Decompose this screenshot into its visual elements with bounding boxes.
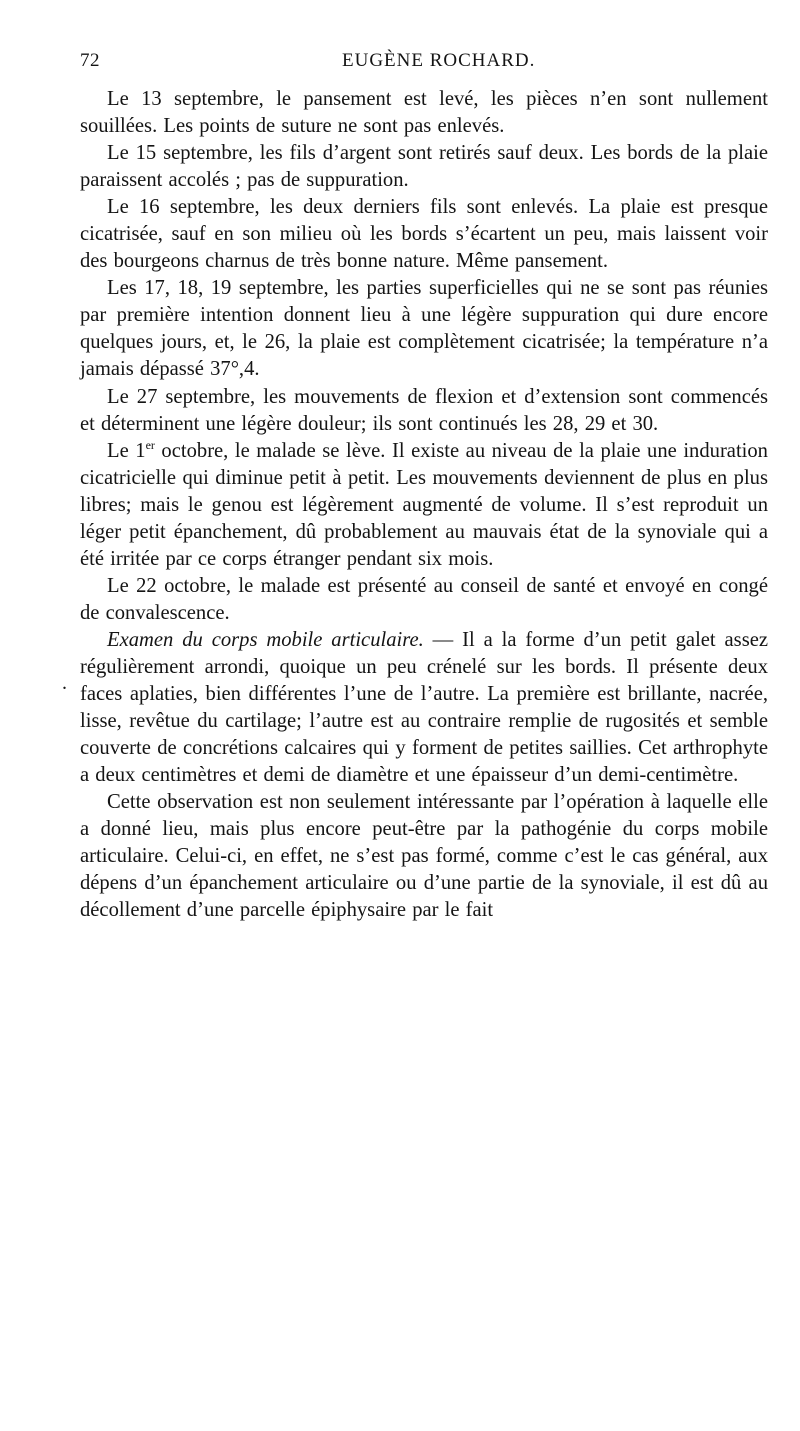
paragraph-sept-15: Le 15 septembre, les fils d’argent sont retirés sauf deux. Les bords de la plaie paraissent accolés ; pas de suppuration. [80,142,768,192]
examen-text: — Il a la forme d’un petit galet assez régulièrement arrondi, quoique un peu crénelé sur les bords. Il présente deux faces aplaties, bien différentes l’une de l’autre. La première est brillante, nacrée, lisse, revêtue du cartilage; l’autre est au contraire remplie de rugosités et semble couverte de concrétions calcaires qui y forment de petites saillies. Cet arthrophyte a deux centimètres et demi de diamètre et une épaisseur d’un demi-centimètre. [80,628,768,787]
ordinal-superscript: er [145,437,155,452]
page-number: 72 [80,50,100,71]
paragraph-sept-17-19: Les 17, 18, 19 septembre, les parties superficielles qui ne se sont pas réunies par première intention donnent lieu à une légère suppuration qui dure encore quelques jours, et, le 26, la plaie est complètement cicatrisée; la température n’a jamais dépassé 37°,4. [80,277,768,381]
paragraph-sept-13: Le 13 septembre, le pansement est levé, les pièces n’en sont nullement souillées. Les points de suture ne sont pas enlevés. [80,88,768,138]
paragraph-oct-1 [80,438,768,573]
paragraph-oct-22: Le 22 octobre, le malade est présenté au conseil de santé et envoyé en congé de convalescence. [80,574,768,624]
page-header [80,48,770,78]
body-text [80,86,768,924]
oct-1-text: octobre, le malade se lève. Il existe au niveau de la plaie une induration cicatricielle qui diminue petit à petit. Les mouvements deviennent de plus en plus libres; mais le genou est légèrement augmenté de volume. Il s’est reproduit un léger petit épanchement, dû probablement au mauvais état de la synoviale qui a été irritée par ce corps étranger pendant six mois. [80,439,768,570]
paragraph-sept-27: Le 27 septembre, les mouvements de flexion et d’extension sont commencés et déterminent une légère douleur; ils sont continués les 28, 29 et 30. [80,385,768,435]
paragraph-sept-16: Le 16 septembre, les deux derniers fils sont enlevés. La plaie est presque cicatrisée, sauf en son milieu où les bords s’écartent un peu, mais laissent voir des bourgeons charnus de très bonne nature. Même pansement. [80,196,768,273]
oct-1-prefix: Le 1 [107,439,146,462]
paragraph-observation: Cette observation est non seulement intéressante par l’opération à laquelle elle a donné lieu, mais plus encore peut-être par la pathogénie du corps mobile articulaire. Celui-ci, en effet, ne s’est pas formé, comme c’est le cas général, aux dépens d’un épanchement articulaire ou d’une partie de la synoviale, il est dû au décollement d’une parcelle épiphysaire par le fait [80,791,768,922]
margin-mark: . [62,672,67,694]
examen-heading: Examen du corps mobile articulaire. [107,628,424,651]
running-head: EUGÈNE ROCHARD. [342,50,536,71]
paragraph-examen [80,627,768,789]
